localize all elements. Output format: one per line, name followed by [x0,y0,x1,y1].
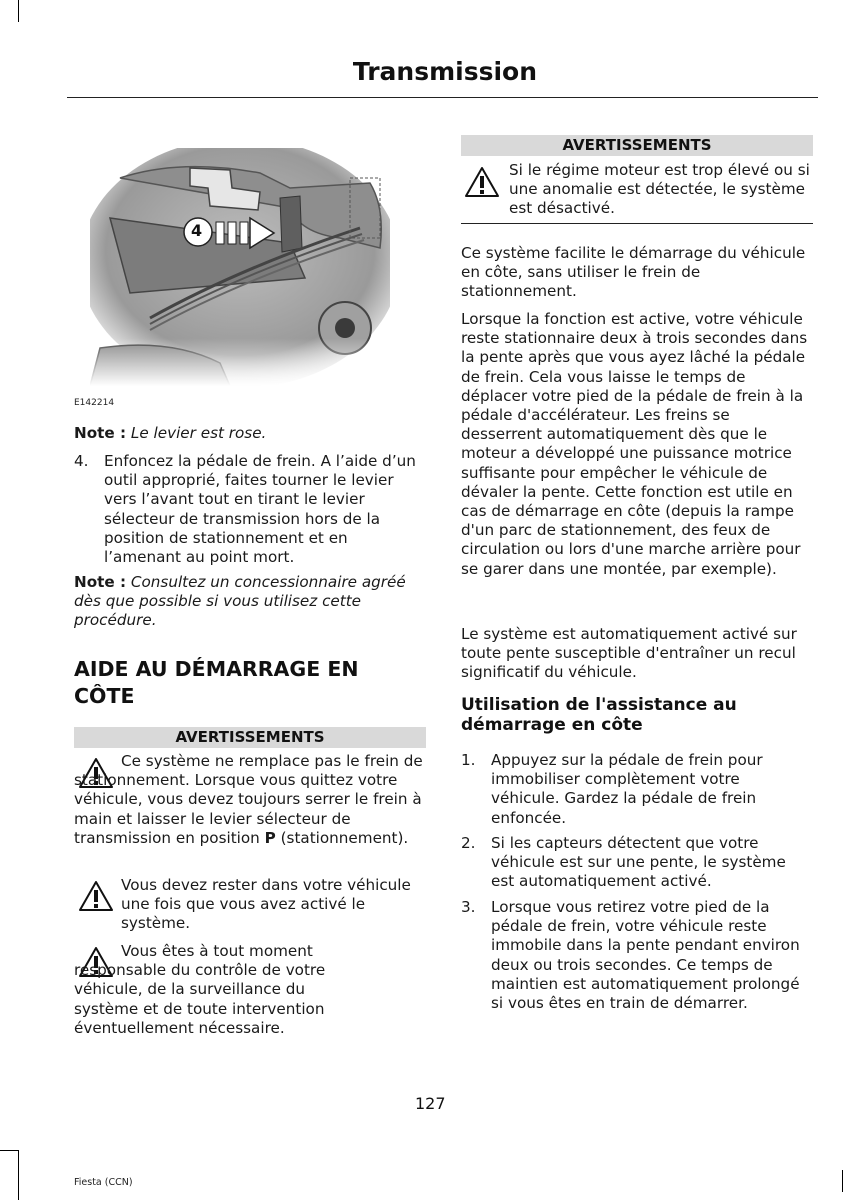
list-item-number: 3. [461,898,476,916]
warnings-header: AVERTISSEMENTS [74,727,426,748]
section-heading: AIDE AU DÉMARRAGE EN CÔTE [74,657,359,708]
paragraph: Le système est automatiquement activé sur toute pente susceptible d'entraîner un recul significatif du véhicule. [461,625,797,682]
crop-mark-bottom-left-h [0,1150,18,1151]
list-item-text: Enfoncez la pédale de frein. A l’aide d’un outil approprié, faites tourner le levier vers l’avant tout en tirant le levier sélecteur de transmission hors de la position de stationnement et en l’amenant au point mort. [104,452,416,567]
paragraph: Ce système facilite le démarrage du véhicule en côte, sans utiliser le frein de stationnement. [461,244,806,301]
list-item-number: 4. [74,452,89,470]
note-label: Note : [74,573,127,591]
transmission-lever-figure [90,148,390,386]
note-text: Consultez un concessionnaire agréé dès que possible si vous utilisez cette procédure. [74,573,406,630]
note-label: Note : [74,424,127,442]
footer-model: Fiesta (CCN) [74,1177,133,1188]
list-item [461,751,813,829]
list-item-number: 2. [461,834,476,852]
header-divider [67,97,818,98]
crop-mark-bottom-right [842,1170,843,1192]
figure-code: E142214 [74,398,115,408]
paragraph: Lorsque la fonction est active, votre véhicule reste stationnaire deux à trois secondes dans la pente après que vous ayez lâché la pédale de frein. Cela vous laisse le temps de déplacer votre pied de la pédale de frein à la pédale d'accélérateur. Les freins se desserrent automatiquement dès que le moteur a développé une puissance motrice suffisante pour empêcher le véhicule de dévaler la pente. Cette fonction est utile en cas de démarrage en côte (depuis la rampe d'un parc de stationnement, des feux de circulation ou lors d'une marche arrière pour se garer dans une montée, par exemple). [461,310,808,578]
list-item [74,452,426,568]
warnings-header: AVERTISSEMENTS [461,135,813,156]
position-letter: P [264,828,276,847]
callout-number: 4 [191,221,203,240]
list-item-number: 1. [461,751,476,769]
warning-text: Vous êtes à tout moment responsable du contrôle de votre véhicule, de la surveillance du système et de toute intervention éventuellement nécessaire. [74,942,326,1037]
warning-text: Vous devez rester dans votre véhicule une fois que vous avez activé le système. [121,876,411,933]
crop-mark-bottom-left-v [18,1150,19,1200]
warning-triangle-icon [464,166,500,198]
list-item-text: Lorsque vous retirez votre pied de la pédale de frein, votre véhicule reste immobile dans la pente pendant environ deux ou trois secondes. Ce temps de maintien est automatiquement prolongé si vous êtes en train de démarrer. [491,898,800,1013]
crop-mark-top-left [18,0,19,22]
note-lever-color [74,424,426,443]
list-item-text: Appuyez sur la pédale de frein pour immobiliser complètement votre véhicule. Gardez la pédale de frein enfoncée. [491,751,763,827]
page-title: Transmission [352,57,537,86]
list-item-text: Si les capteurs détectent que votre véhicule est sur une pente, le système est automatiquement activé. [491,834,786,891]
engine-bay-illustration [90,148,390,386]
subsection-heading: Utilisation de l'assistance au démarrage en côte [461,695,737,735]
warning-text: Ce système ne remplace pas le frein de stationnement. Lorsque vous quittez votre véhicule, vous devez toujours serrer le frein à main et laisser le levier sélecteur de transmission en position P (stationnement). [74,752,423,847]
note-dealer [74,573,426,631]
warning-divider [461,223,813,224]
warning-text: Si le régime moteur est trop élevé ou si une anomalie est détectée, le système est désactivé. [509,161,810,218]
list-item [461,898,813,1034]
warning-triangle-icon [78,880,114,912]
page-number: 127 [415,1094,446,1113]
list-item [461,834,813,892]
note-text: Le levier est rose. [130,424,267,442]
